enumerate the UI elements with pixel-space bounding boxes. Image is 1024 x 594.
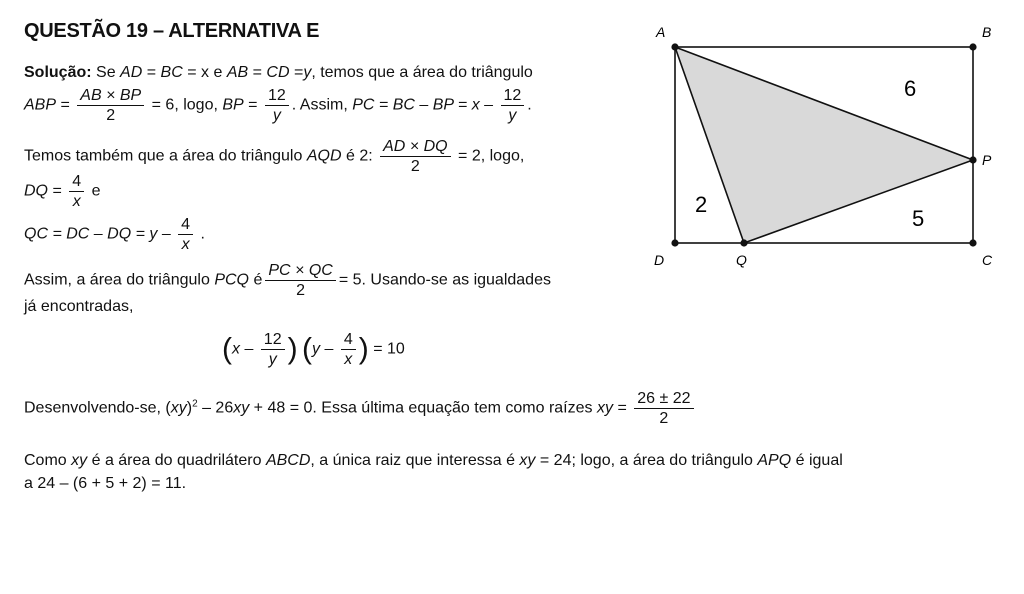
var: PCQ [214,271,249,289]
point-d [671,239,678,246]
var: DQ [24,182,48,200]
fraction-den: y [272,107,281,124]
var: BP [222,96,244,114]
label-q: Q [736,252,747,268]
text: Se [96,64,116,81]
var: y [303,64,312,81]
label-c: C [982,252,993,268]
var: AD [120,64,143,81]
text: Desenvolvendo-se, ( [24,399,171,417]
var: xy [233,399,250,417]
var: xy [519,452,536,469]
text: . [200,225,205,243]
rectangle-figure [640,14,1010,284]
text: é [253,271,263,289]
fraction-num: 26 ± 22 [634,389,693,409]
solution-line-6 [24,261,551,300]
paren: ( [222,332,232,366]
point-c [969,239,976,246]
var: xy [596,399,613,417]
fraction [178,215,193,254]
fraction-den: 2 [410,158,420,175]
var: ABCD [265,452,311,469]
var: APQ [757,452,792,469]
text: = 24; logo, a área do triângulo [539,452,753,469]
fraction-den: x [72,193,81,210]
superscript: 2 [192,398,198,410]
solution-line-4 [24,172,101,211]
text: Como [24,452,67,469]
text: = 10 [373,340,405,358]
text: é 2: [345,147,373,165]
text: Assim, a área do triângulo [24,271,210,289]
solution-line-8 [24,389,697,428]
solution-line-3 [24,137,524,176]
main-equation [222,330,405,369]
text: = [248,96,258,114]
fraction [261,330,285,369]
fraction [265,261,335,300]
fraction [341,330,356,369]
var: BC [160,64,183,81]
label-b: B [982,24,992,40]
solution-line-7: já encontradas, [24,298,134,315]
text: = [52,182,62,200]
text: – 26 [197,399,234,417]
var: x – [232,340,254,358]
var: ABP [24,96,57,114]
fraction-den: x [344,351,353,368]
fraction-num: PC × QC [265,261,335,281]
fraction-num: 12 [265,86,289,106]
fraction [634,389,693,428]
text: e [91,182,101,200]
solution-line-10: a 24 – (6 + 5 + 2) = 11. [24,475,187,492]
paren: ) [287,332,298,366]
fraction-den: 2 [106,107,116,124]
fraction-num: AD × DQ [380,137,450,157]
text: = 6, logo, [151,96,218,114]
point-p [969,156,976,163]
text: = 5. Usando-se as igualdades [338,271,551,289]
text: ) [186,399,193,417]
fraction [77,86,144,125]
text: = [146,64,157,81]
text: Temos também que a área do triângulo [24,147,303,165]
fraction-num: 4 [341,330,356,350]
paren: ) [358,332,369,366]
var: QC = DC – DQ = y – [24,225,171,243]
solution-line-1 [24,62,533,84]
fraction-den: 2 [659,410,669,427]
area-aqd-label: 2 [695,192,708,217]
fraction-den: y [508,107,517,124]
text: . Assim, [291,96,348,114]
question-title: QUESTÃO 19 – ALTERNATIVA E [24,20,320,42]
var: CD [266,64,290,81]
fraction-num: 4 [69,172,84,192]
fraction-den: 2 [296,282,306,299]
var: xy [71,452,88,469]
area-pcq-label: 5 [912,206,925,231]
text: = [60,96,70,114]
triangle-apq [675,47,973,243]
fraction-num: 12 [261,330,285,350]
fraction-den: y [268,351,277,368]
fraction [501,86,525,125]
text: = [252,64,262,81]
text: . [527,96,532,114]
text: = x e [187,64,223,81]
solution-line-5 [24,215,205,254]
fraction-num: 4 [178,215,193,235]
paren: ( [302,332,313,366]
text: + 48 = 0. Essa última equação tem como raízes [249,399,593,417]
text: = 2, logo, [458,147,525,165]
fraction [69,172,84,211]
text: = [293,64,304,81]
solution-line-2 [24,86,532,125]
solution-label: Solução: [24,64,92,81]
text: é a área do quadrilátero [91,452,262,469]
fraction-num: 12 [501,86,525,106]
var: PC = BC – BP = x – [352,96,494,114]
label-a: A [656,24,666,40]
var: xy [170,399,187,417]
label-p: P [982,152,992,168]
area-abp-label: 6 [904,76,917,101]
text: é igual [795,452,843,469]
var: AQD [306,147,342,165]
point-b [969,43,976,50]
var: AB [226,64,249,81]
label-d: D [654,252,665,268]
fraction [380,137,450,176]
fraction [265,86,289,125]
var: y – [312,340,334,358]
point-q [740,239,747,246]
point-a [671,43,678,50]
text: , a única raiz que interessa é [310,452,515,469]
text: , temos que a área do triângulo [311,64,533,81]
fraction-den: x [181,236,190,253]
text: = [617,399,627,417]
fraction-num: AB × BP [77,86,144,106]
solution-line-9 [24,450,843,472]
